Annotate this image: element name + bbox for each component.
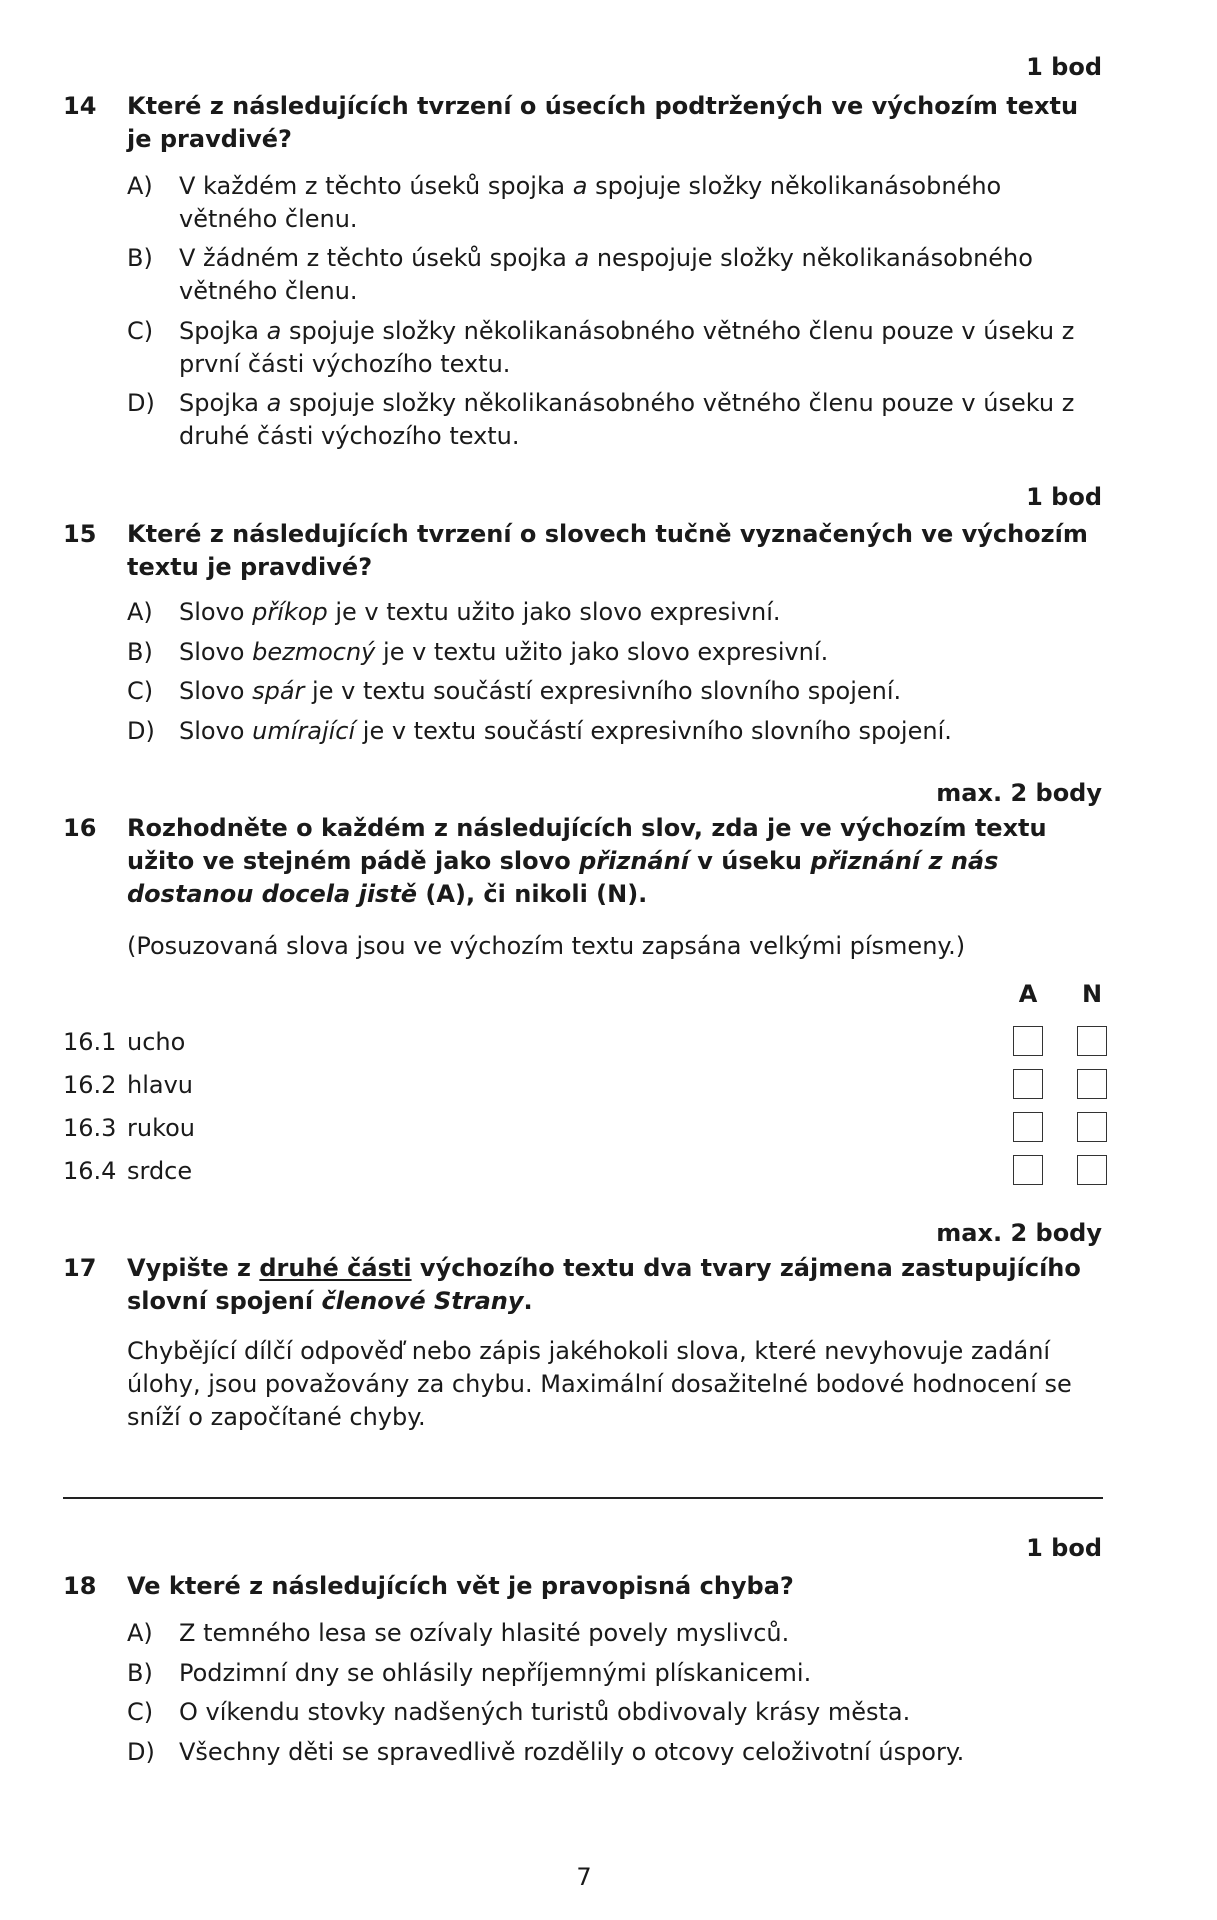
question-number: 17 [63,1254,97,1282]
option-text: Podzimní dny se ohlásily nepříjemnými plískanicemi. [179,1659,812,1687]
answer-option[interactable] [127,675,1107,708]
option-text: Všechny děti se spravedlivě rozdělily o otcovy celoživotní úspory. [179,1738,965,1766]
checkbox-n[interactable] [1077,1112,1107,1142]
checkbox-a[interactable] [1013,1112,1043,1142]
question-text: Rozhodněte o každém z následujících slov, zda je ve výchozím textu užito ve stejném pádě jako slovo přiznání v úseku přiznání z nás dostanou docela jistě (A), či nikoli (N). [127,814,1047,908]
answer-option[interactable] [127,596,1107,629]
column-header-a: A [1018,980,1038,1008]
option-text: V žádném z těchto úseků spojka a nespojuje složky několikanásobného větného členu. [179,244,1033,305]
question-text: Které z následujících tvrzení o úsecích podtržených ve výchozím textu je pravdivé? [127,92,1079,153]
checkbox-n[interactable] [1077,1069,1107,1099]
option-letter: A) [127,1619,153,1647]
item-number: 16.3 [63,1114,117,1142]
points-label: max. 2 body [936,1219,1102,1247]
option-letter: B) [127,244,153,272]
answer-option[interactable] [127,1736,1107,1769]
answer-line[interactable] [63,1497,1103,1499]
answer-option[interactable] [127,715,1107,748]
option-letter: A) [127,598,153,626]
answer-option[interactable] [127,242,1107,308]
option-letter: B) [127,1659,153,1687]
points-label: 1 bod [1026,1534,1102,1562]
option-text: Slovo bezmocný je v textu užito jako slovo expresivní. [179,638,829,666]
checkbox-n[interactable] [1077,1026,1107,1056]
option-text: Z temného lesa se ozívaly hlasité povely myslivců. [179,1619,790,1647]
answer-option[interactable] [127,387,1107,453]
answer-option[interactable] [127,636,1107,669]
question-text: Které z následujících tvrzení o slovech tučně vyznačených ve výchozím textu je pravdivé? [127,520,1088,581]
page-number: 7 [576,1863,592,1891]
option-text: V každém z těchto úseků spojka a spojuje složky několikanásobného větného členu. [179,172,1002,233]
item-number: 16.2 [63,1071,117,1099]
question-number: 18 [63,1572,97,1600]
question-number: 16 [63,814,97,842]
checkbox-n[interactable] [1077,1155,1107,1185]
option-letter: D) [127,389,155,417]
checkbox-a[interactable] [1013,1069,1043,1099]
option-text: Spojka a spojuje složky několikanásobného větného členu pouze v úseku z první části výchozího textu. [179,317,1075,378]
item-number: 16.1 [63,1028,117,1056]
question-number: 15 [63,520,97,548]
instruction-note: Chybějící dílčí odpověď nebo zápis jakéhokoli slova, které nevyhovuje zadání úlohy, jsou považovány za chybu. Maximální dosažitelné bodové hodnocení se sníží o započítané chyby. [127,1337,1072,1431]
item-word: rukou [127,1114,196,1142]
option-text: Slovo příkop je v textu užito jako slovo expresivní. [179,598,781,626]
checkbox-a[interactable] [1013,1026,1043,1056]
checkbox-a[interactable] [1013,1155,1043,1185]
option-letter: A) [127,172,153,200]
answer-option[interactable] [127,170,1107,236]
points-label: 1 bod [1026,53,1102,81]
question-text: Ve které z následujících vět je pravopisná chyba? [127,1572,794,1600]
option-letter: D) [127,1738,155,1766]
points-label: max. 2 body [936,779,1102,807]
question-text: Vypište z druhé části výchozího textu dva tvary zájmena zastupujícího slovní spojení členové Strany. [127,1254,1081,1315]
item-number: 16.4 [63,1157,117,1185]
option-letter: C) [127,677,154,705]
answer-option[interactable] [127,1617,1107,1650]
item-word: hlavu [127,1071,193,1099]
points-label: 1 bod [1026,483,1102,511]
answer-option[interactable] [127,315,1107,381]
item-word: srdce [127,1157,193,1185]
option-letter: D) [127,717,155,745]
column-header-n: N [1081,980,1103,1008]
option-text: Slovo spár je v textu součástí expresivního slovního spojení. [179,677,902,705]
option-letter: C) [127,317,154,345]
option-text: O víkendu stovky nadšených turistů obdivovaly krásy města. [179,1698,911,1726]
answer-option[interactable] [127,1657,1107,1690]
option-text: Spojka a spojuje složky několikanásobného větného členu pouze v úseku z druhé části výchozího textu. [179,389,1075,450]
item-word: ucho [127,1028,186,1056]
answer-option[interactable] [127,1696,1107,1729]
option-letter: C) [127,1698,154,1726]
option-letter: B) [127,638,153,666]
instruction-note: (Posuzovaná slova jsou ve výchozím textu zapsána velkými písmeny.) [127,932,966,960]
question-number: 14 [63,92,97,120]
option-text: Slovo umírající je v textu součástí expresivního slovního spojení. [179,717,952,745]
